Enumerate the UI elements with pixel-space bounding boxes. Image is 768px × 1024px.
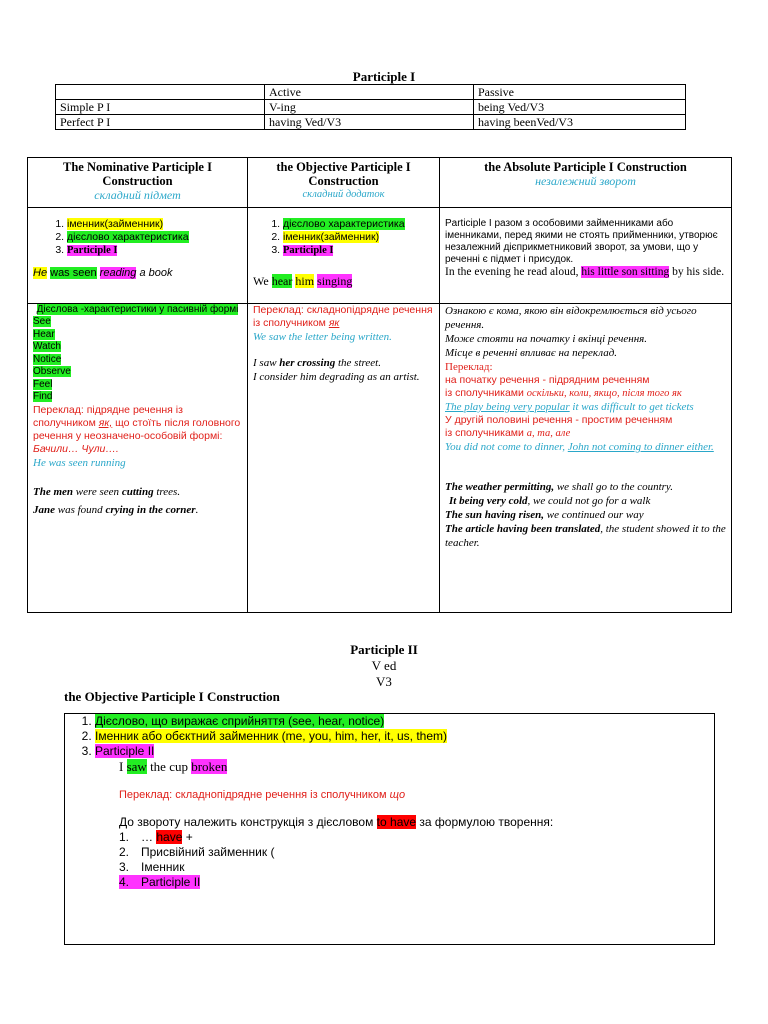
list-item <box>33 316 242 329</box>
absolute-intro-cell <box>440 208 732 304</box>
verb: Observe <box>33 366 71 377</box>
example-text: was found <box>55 503 106 516</box>
have-highlight: to have <box>376 815 417 829</box>
absolute-translation-2: У другій половині речення - простим реченням <box>445 414 673 426</box>
table-cell: being Ved/V3 <box>474 100 686 115</box>
have-formula-list <box>119 830 714 890</box>
absolute-title: the Absolute Participle I Construction <box>484 160 687 174</box>
objective-header <box>248 158 440 208</box>
absolute-bold-examples <box>445 480 726 550</box>
list-item <box>283 244 434 257</box>
absolute-example-blue-1 <box>445 400 726 414</box>
example-word: hear <box>271 274 293 288</box>
example-word: We <box>253 274 269 288</box>
nominative-example-3 <box>33 486 242 498</box>
example-text: trees. <box>153 485 181 498</box>
example-text: In the evening he read aloud, <box>445 266 582 278</box>
absolute-note: Ознакою є кома, якою він відокремлюється від усього речення. <box>445 305 697 331</box>
have-highlight: have <box>156 830 183 844</box>
translation-conj: як <box>328 317 340 329</box>
example-text: it was difficult to get tickets <box>569 401 694 413</box>
list-item <box>95 714 714 729</box>
table-cell: having beenVed/V3 <box>474 115 686 130</box>
table-cell: Simple P I <box>56 100 265 115</box>
objective-example-2: We saw the letter being written. <box>253 331 392 343</box>
list-item: 4. Participle II <box>119 875 201 889</box>
verbs-list <box>33 316 242 404</box>
list-item <box>67 231 242 244</box>
forms-table <box>55 84 686 130</box>
example-bold: It being very cold <box>449 495 528 507</box>
example-bold: The men <box>33 485 74 498</box>
objective-example <box>253 274 434 289</box>
list-item <box>445 522 726 550</box>
list-item: 1. … have + <box>119 830 193 844</box>
objective-title: the Objective Participle I Construction <box>276 160 411 188</box>
have-intro <box>119 815 714 830</box>
absolute-intro: Participle I разом з особовими займенниками або іменниками, перед якими не стоять прийменники, утворює незалежний дієприкметниковий зворот, за умови, що у реченні є підмет і присудок. <box>445 218 718 265</box>
list-item-text: … <box>141 830 157 844</box>
absolute-note: Може стояти на початку і вкінці речення. <box>445 333 648 345</box>
absolute-translation-1: на початку речення - підрядним реченням <box>445 374 650 386</box>
list-item-text: Participle II <box>141 875 201 889</box>
example-bold: Jane <box>33 503 55 516</box>
table-cell: having Ved/V3 <box>265 115 474 130</box>
objective-subtitle: складний додаток <box>302 189 385 200</box>
nominative-example <box>33 267 242 279</box>
list-item <box>445 494 726 508</box>
table-row <box>28 208 732 304</box>
verb: Watch <box>33 341 61 352</box>
list-item-text: Іменник або обєктний займенник (me, you, him, her, it, us, them) <box>95 729 448 743</box>
objective-example-3 <box>253 356 434 370</box>
example-word: singing <box>317 274 353 288</box>
participle-ii-line-2: V3 <box>376 674 392 689</box>
verbs-heading-text: Дієслова -характеристики у пасивній формі <box>36 304 239 315</box>
absolute-translation-1b <box>445 387 726 400</box>
list-item-text: дієслово характеристика <box>283 218 405 230</box>
have-intro-text: До звороту належить конструкція з дієсловом <box>119 815 377 829</box>
example-underlined: John not coming to dinner either. <box>567 441 714 453</box>
example-text: , we could not go for a walk <box>527 495 651 507</box>
participle-ii-heading: the Objective Participle I Construction <box>64 689 280 704</box>
absolute-details-cell <box>440 304 732 613</box>
list-item-text: Іменник <box>141 860 185 874</box>
list-item-text: + <box>182 830 193 844</box>
table-row <box>28 304 732 613</box>
list-item-text: Дієслово, що виражає сприйняття (see, hear, notice) <box>95 714 385 728</box>
list-item: 3. Іменник <box>119 860 185 874</box>
verbs-heading <box>33 304 242 316</box>
absolute-note: Місце в реченні впливає на переклад. <box>445 347 618 359</box>
verb: See <box>33 316 51 327</box>
list-item <box>95 744 714 759</box>
example-bold: The article having been translated <box>445 523 601 535</box>
translation-text: із сполучниками <box>445 427 527 439</box>
list-item <box>33 379 242 392</box>
nominative-formula-list <box>33 218 242 257</box>
list-item <box>33 366 242 379</box>
list-item <box>283 218 434 231</box>
example-word: He <box>33 267 48 279</box>
list-item <box>283 231 434 244</box>
example-text: the cup <box>146 759 192 774</box>
table-cell: Active <box>265 85 474 100</box>
example-word: a book <box>139 267 173 279</box>
nominative-translation <box>33 404 242 456</box>
objective-formula-cell <box>248 208 440 304</box>
example-text: I saw <box>253 357 280 369</box>
table-row <box>56 115 686 130</box>
objective-translation <box>253 304 434 330</box>
example-highlight: his little son sitting <box>581 266 670 278</box>
example-word: was seen <box>50 267 97 279</box>
participle-ii-translation <box>119 789 714 801</box>
list-item-text: Participle II <box>95 744 155 758</box>
translation-text: Переклад: підрядне речення із сполучником <box>33 403 183 429</box>
list-item <box>67 218 242 231</box>
participle-ii-line-1: V ed <box>371 658 397 673</box>
example-text: I <box>119 759 127 774</box>
table-cell: V-ing <box>265 100 474 115</box>
nominative-formula-cell <box>28 208 248 304</box>
translation-examples: Бачили… Чули…. <box>33 442 119 455</box>
constructions-table <box>27 157 732 613</box>
example-highlight: saw <box>126 759 147 774</box>
list-item-text: Participle I <box>283 245 334 256</box>
verb: Find <box>33 391 53 402</box>
nominative-title: The Nominative Participle I Construction <box>63 160 212 188</box>
list-item: 2. Присвійний займенник ( <box>119 845 275 859</box>
list-item <box>445 508 726 522</box>
example-highlight: broken <box>191 759 228 774</box>
table-cell <box>56 85 265 100</box>
example-text: You did not come to dinner, <box>445 441 568 453</box>
translation-conj: як, <box>98 416 113 429</box>
list-item-text: Присвійний займенник ( <box>141 845 275 859</box>
list-item <box>67 244 242 257</box>
list-item-text: дієслово характеристика <box>67 231 189 243</box>
table-row <box>56 100 686 115</box>
table-row <box>56 85 686 100</box>
objective-example-4: I consider him degrading as an artist. <box>253 371 420 383</box>
example-underlined: The play being very popular <box>445 401 570 413</box>
participle-ii-box <box>64 713 715 945</box>
example-text: were seen <box>73 485 122 498</box>
nominative-details-cell <box>28 304 248 613</box>
page-title: Participle I <box>352 69 416 84</box>
objective-formula-list <box>253 218 434 257</box>
list-item-text: Participle I <box>67 245 118 256</box>
verb: Hear <box>33 328 55 340</box>
absolute-translation-2b <box>445 427 726 440</box>
verb: Notice <box>33 353 62 365</box>
list-item-text: іменник(займенник) <box>67 218 164 230</box>
example-bold: cutting <box>121 485 154 498</box>
example-bold: The sun having risen, <box>445 509 545 521</box>
list-item <box>33 329 242 342</box>
example-text: . <box>195 503 199 516</box>
translation-text: що стоїть після головного речення у неозначено-особовій формі: <box>33 416 241 442</box>
absolute-example-blue-2 <box>445 440 726 454</box>
verb: Feel <box>33 378 53 390</box>
translation-text: із сполучниками <box>445 387 527 399</box>
example-word: reading <box>99 267 137 279</box>
table-cell: Passive <box>474 85 686 100</box>
table-row <box>28 158 732 208</box>
list-item <box>445 480 726 494</box>
example-bold: crying in the corner <box>105 503 196 516</box>
list-item <box>33 354 242 367</box>
example-text: the street. <box>335 357 381 369</box>
list-item <box>33 341 242 354</box>
translation-conj: а, та, але <box>526 428 571 439</box>
example-word: him <box>295 274 315 288</box>
example-text: by his side. <box>669 266 725 278</box>
list-item <box>33 391 242 404</box>
participle-ii-example <box>119 759 714 775</box>
absolute-subtitle: незалежний зворот <box>535 174 636 188</box>
absolute-translation-heading: Переклад: <box>445 361 493 373</box>
nominative-example-2: He was seen running <box>33 456 126 469</box>
participle-ii-formula-list <box>65 714 714 759</box>
nominative-example-4 <box>33 504 242 516</box>
nominative-subtitle: складний підмет <box>94 188 181 202</box>
translation-conj: оскільки, коли, якщо, після того як <box>526 388 682 399</box>
example-text: we continued our way <box>544 509 644 521</box>
absolute-header <box>440 158 732 208</box>
table-cell: Perfect P I <box>56 115 265 130</box>
example-bold: her crossing <box>279 357 336 369</box>
list-item-text: іменник(займенник) <box>283 231 380 243</box>
nominative-header <box>28 158 248 208</box>
example-text: , the student showed it to the teacher. <box>445 523 726 549</box>
example-text: we shall go to the country. <box>554 481 673 493</box>
list-item <box>95 729 714 744</box>
have-intro-text: за формулою творення: <box>416 815 554 829</box>
example-bold: The weather permitting, <box>445 481 555 493</box>
translation-conj: що <box>389 789 406 801</box>
absolute-example <box>445 266 726 279</box>
participle-ii-title: Participle II <box>350 642 418 657</box>
translation-text: Переклад: складнопідрядне речення із сполучником <box>253 304 433 329</box>
objective-details-cell <box>248 304 440 613</box>
translation-text: Переклад: складнопідрядне речення із сполучником <box>119 789 390 801</box>
